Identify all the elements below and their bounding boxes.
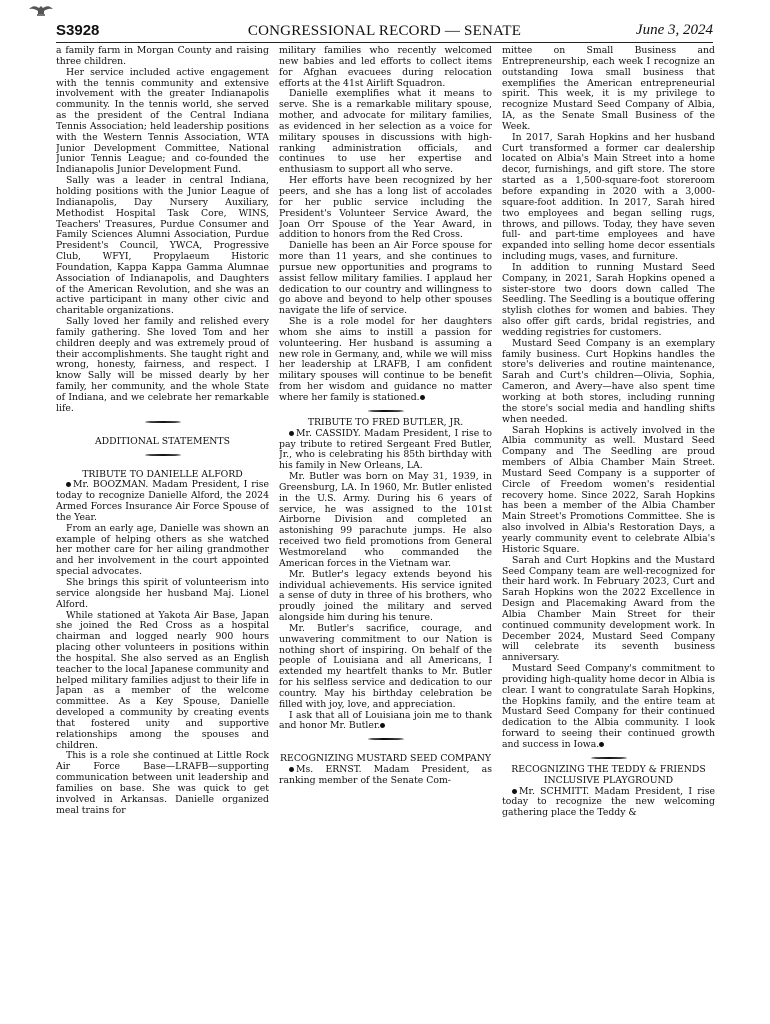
- column-1: [56, 46, 269, 1021]
- bullet-dot-icon: [420, 395, 425, 400]
- paragraph: Danielle has been an Air Force spouse for more than 11 years, and she continues to pursue new opportunities and programs to assist fellow military families. I applaud her dedication to our country and willingness to go above and beyond to help other spouses navigate the life of service.: [279, 240, 492, 317]
- paragraph: From an early age, Danielle was shown an example of helping others as she watched her mother care for her ailing grandmother and her involvement in the court appointed special advocates.: [56, 522, 269, 578]
- column-3: [502, 46, 715, 1021]
- paragraph: In 2017, Sarah Hopkins and her husband Curt transformed a former car dealership located on Albia's Main Street into a home decor, furnishings, and gift store. The store started as a 1,500-square-foot storeroom before expanding in 2020 with a 3,000-square-foot addition. In 2017, Sarah hired two employees and began selling rugs, throws, and pillows. Today, they have seven full- and part-time employees and have expanded into selling home decor essentials including mugs, vases, and furniture.: [502, 131, 715, 263]
- paragraph: I ask that all of Louisiana join me to thank and honor Mr. Butler.: [279, 709, 492, 732]
- paragraph: Mr. BOOZMAN. Madam President, I rise today to recognize Danielle Alford, the 2024 Armed Forces Insurance Air Force Spouse of the Year.: [56, 479, 269, 523]
- bullet-dot-icon: [289, 767, 294, 772]
- section-divider: [502, 751, 715, 765]
- page-header: [56, 22, 713, 42]
- publication-date: June 3, 2024: [635, 22, 713, 38]
- paragraph: a family farm in Morgan County and raising three children.: [56, 46, 269, 67]
- publication-title: CONGRESSIONAL RECORD — SENATE: [247, 23, 522, 39]
- statement-heading: TRIBUTE TO DANIELLE ALFORD: [82, 468, 243, 480]
- paragraph: Mr. Butler was born on May 31, 1939, in Greensburg, LA. In 1960, Mr. Butler enlisted in the U.S. Army. During his 6 years of service, he was assigned to the 101st Airborne Division and completed an astonishing 99 parachute jumps. He also received two field promotions from General Westmoreland who commanded the American forces in the Vietnam war.: [279, 471, 492, 569]
- paragraph: Sally loved her family and relished every family gathering. She loved Tom and her children deeply and was extremely proud of their accomplishments. She taught right and wrong, honesty, fairness, and respect. I know Sally will be missed dearly by her family, her community, and the whole State of Indiana, and we celebrate her remarkable life.: [56, 316, 269, 414]
- section-divider: [56, 415, 269, 429]
- statement-heading: TRIBUTE TO FRED BUTLER, JR.: [307, 416, 464, 428]
- bullet-dot-icon: [599, 742, 604, 747]
- paragraph: She brings this spirit of volunteerism into service alongside her husband Maj. Lionel Alford.: [56, 576, 269, 610]
- paragraph: Mustard Seed Company's commitment to providing high-quality home decor in Albia is clear. I want to congratulate Sarah Hopkins, the Hopkins family, and the entire team at Mustard Seed Company for their continued dedication to the Albia community. I look forward to seeing their continued growth and success in Iowa.: [502, 663, 715, 750]
- paragraph: military families who recently welcomed new babies and led efforts to collect items for Afghan evacuees during relocation efforts at the 41st Airlift Squadron.: [279, 46, 492, 89]
- paragraph: This is a role she continued at Little Rock Air Force Base—LRAFB—supporting communication between unit leadership and families on base. She was quick to get involved in Arkansas. Danielle organized meal trains for: [56, 750, 269, 816]
- paragraph: Mr. CASSIDY. Madam President, I rise to pay tribute to retired Sergeant Fred Butler, Jr., who is celebrating his 85th birthday with his family in New Orleans, LA.: [279, 427, 492, 472]
- bullet-dot-icon: [66, 482, 71, 487]
- paragraph: Danielle exemplifies what it means to serve. She is a remarkable military spouse, mother, and advocate for military families, as evidenced in her selection as a voice for military spouses in discussions with high-ranking administration officials, and continues to use her expertise and enthusiasm to support all who serve.: [279, 88, 492, 176]
- section-heading: ADDITIONAL STATEMENTS: [94, 435, 231, 447]
- bullet-dot-icon: [289, 431, 294, 436]
- header-rule: [56, 42, 713, 43]
- eagle-seal-icon: [28, 3, 54, 17]
- paragraph: Her service included active engagement with the tennis community and extensive involvement with the greater Indianapolis community. In the tennis world, she served as the president of the Central Indiana Tennis Association; held leadership positions with the Western Tennis Association, WTA Junior Development Committee, National Junior Tennis League; and co-founded the Indianapolis Junior Development Fund.: [56, 66, 269, 176]
- section-divider: [279, 404, 492, 418]
- paragraph: Sally was a leader in central Indiana, holding positions with the Junior League of Indianapolis, Day Nursery Auxiliary, Methodist Hospital Task Core, WINS, Teachers' Treasures, Purdue Consumer and Family Sciences Alumni Association, Purdue President's Council, YWCA, Progressive Club, WFYI, Propylaeum Historic Foundation, Kappa Kappa Gamma Alumnae Association of Indianapolis, and Daughters of the American Revolution, and she was an active participant in many other civic and charitable organizations.: [56, 175, 269, 317]
- paragraph: Ms. ERNST. Madam President, as ranking member of the Senate Com-: [279, 764, 492, 786]
- paragraph: mittee on Small Business and Entrepreneurship, each week I recognize an outstanding Iowa small business that exemplifies the American entrepreneurial spirit. This week, it is my privilege to recognize Mustard Seed Company of Albia, IA, as the Senate Small Business of the Week.: [502, 46, 715, 132]
- paragraph: Mustard Seed Company is an exemplary family business. Curt Hopkins handles the store's deliveries and routine maintenance, Sarah and Curt's children—Olivia, Sophia, Cameron, and Avery—have also spent time working at both stores, including running the store's social media and handling shifts when needed.: [502, 337, 715, 425]
- paragraph: Sarah and Curt Hopkins and the Mustard Seed Company team are well-recognized for their hard work. In February 2023, Curt and Sarah Hopkins won the 2022 Excellence in Design and Placemaking Award from the Albia Chamber Main Street for their continued community development work. In December 2024, Mustard Seed Company will celebrate its seventh business anniversary.: [502, 554, 715, 664]
- column-2: [279, 46, 492, 1021]
- section-divider: [279, 732, 492, 746]
- paragraph: Her efforts have been recognized by her peers, and she has a long list of accolades for her public service including the President's Volunteer Service Award, the Joan Orr Spouse of the Year Award, in addition to honors from the Red Cross.: [279, 175, 492, 241]
- statement-heading: RECOGNIZING THE TEDDY & FRIENDS INCLUSIVE PLAYGROUND: [511, 763, 706, 786]
- bullet-dot-icon: [512, 789, 517, 794]
- paragraph: She is a role model for her daughters whom she aims to instill a passion for volunteering. Her husband is assuming a new role in Germany, and, while we will miss her leadership at LRAFB, I am confident military spouses will continue to be benefit from her wisdom and guidance no matter where her family is stationed.: [279, 316, 492, 403]
- paragraph: While stationed at Yakota Air Base, Japan she joined the Red Cross as a hospital chairman and logged nearly 900 hours placing other volunteers in positions within the hospital. She also served as an English teacher to the local Japanese community and helped military families adjust to their life in Japan as a member of the welcome committee. As a Key Spouse, Danielle developed a community by creating events that fostered unity and supportive relationships among the spouses and children.: [56, 609, 269, 751]
- paragraph: Mr. Butler's legacy extends beyond his individual achievements. His service ignited a sense of duty in three of his brothers, who proudly joined the military and served alongside him during his tenure.: [279, 568, 492, 624]
- statement-heading: RECOGNIZING MUSTARD SEED COMPANY: [280, 753, 491, 765]
- paragraph: In addition to running Mustard Seed Company, in 2021, Sarah Hopkins opened a sister-store two doors down called The Seedling. The Seedling is a boutique offering stylish clothes for women and babies. They also offer gift cards, bridal registries, and wedding registries for customers.: [502, 261, 715, 338]
- bullet-dot-icon: [380, 723, 385, 728]
- paragraph: Mr. Butler's sacrifice, courage, and unwavering commitment to our Nation is nothing short of inspiring. On behalf of the people of Louisiana and all Americans, I extended my heartfelt thanks to Mr. Butler for his selfless service and dedication to our country. May his birthday celebration be filled with joy, love, and appreciation.: [279, 622, 492, 710]
- paragraph: Mr. SCHMITT. Madam President, I rise today to recognize the new welcoming gathering place the Teddy &: [502, 785, 715, 819]
- section-divider: [56, 448, 269, 462]
- paragraph: Sarah Hopkins is actively involved in the Albia community as well. Mustard Seed Company and The Seedling are proud members of Albia Chamber Main Street. Mustard Seed Company is a supporter of Circle of Freedom women's residential recovery home. Since 2022, Sarah Hopkins has been a member of the Albia Chamber Main Street's Promotions Committee. She is also involved in Albia's Restoration Days, a yearly community event to celebrate Albia's Historic Square.: [502, 424, 715, 555]
- page-number: S3928: [56, 22, 100, 39]
